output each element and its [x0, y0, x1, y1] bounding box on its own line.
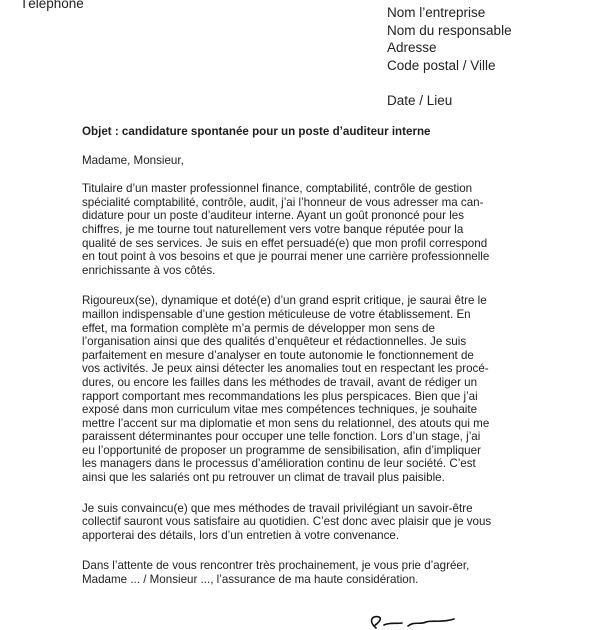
- paragraph-line: maillon indispensable d’une gestion méticuleuse de votre établissement. En: [82, 307, 471, 321]
- sender-block: [20, 0, 84, 12]
- paragraph-line: l’organisation ainsi que des qualités d’enquêteur et rédactionnelles. Je suis: [82, 335, 467, 349]
- paragraph-line: parfaitement en mesure d’analyser en toute autonomie le fonctionnement de: [82, 348, 474, 362]
- closing-line: Madame ... / Monsieur ..., l’assurance de ma haute considération.: [82, 573, 419, 587]
- letter-salutation: Madame, Monsieur,: [82, 153, 184, 167]
- recipient-postal-city: Code postal / Ville: [387, 57, 496, 73]
- paragraph-line: apporterai des détails, lors d’un entretien à votre convenance.: [82, 528, 400, 542]
- paragraph-intro: [82, 182, 510, 277]
- paragraph-line: Rigoureux(se), dynamique et doté(e) d’un grand esprit critique, je saurai être le: [82, 294, 487, 308]
- paragraph-line: en tout point à vos besoins et que je pourrai mener une carrière professionnelle: [82, 250, 490, 264]
- paragraph-line: les managers dans le processus d’amélioration continu de leur société. C’est: [82, 457, 476, 471]
- paragraph-line: Titulaire d’un master professionnel finance, comptabilité, contrôle de gestion: [82, 182, 473, 196]
- paragraph-line: rapport comportant mes recommandations les plus perspicaces. Bien que j’ai: [82, 389, 478, 403]
- paragraph-line: didature pour un poste d’auditeur interne. Ayant un goût prononcé pour les: [82, 209, 465, 223]
- paragraph-methods: [82, 502, 510, 543]
- letter-subject: Objet : candidature spontanée pour un poste d’auditeur interne: [82, 125, 431, 138]
- recipient-manager: Nom du responsable: [387, 22, 512, 38]
- closing-line: Dans l’attente de vous rencontrer très prochainement, je vous prie d’agréer,: [82, 559, 470, 573]
- paragraph-line: ainsi que les salariés ont pu retrouver un climat de travail plus paisible.: [82, 471, 445, 485]
- recipient-block: [387, 4, 512, 74]
- paragraph-line: enrichissante à vos côtés.: [82, 263, 216, 277]
- sender-phone-label: Téléphone: [20, 0, 84, 11]
- paragraph-closing: [82, 559, 510, 586]
- paragraph-line: chiffres, je me tourne tout naturellement vers votre banque réputée pour la: [82, 222, 464, 236]
- paragraph-line: collectif sauront vous satisfaire au quotidien. C’est donc avec plaisir que je vous: [82, 515, 492, 529]
- paragraph-line: exposé dans mon curriculum vitae mes compétences techniques, je souhaite: [82, 403, 478, 417]
- paragraph-line: paraissent déterminantes pour occuper une telle fonction. Lors d’un stage, j’ai: [82, 430, 481, 444]
- recipient-address: Adresse: [387, 40, 437, 56]
- paragraph-line: dures, ou encore les failles dans les méthodes de travail, avant de rédiger un: [82, 375, 478, 389]
- paragraph-line: mettre l’accent sur ma diplomatie et mon sens du relationnel, des atouts qui me: [82, 416, 490, 430]
- signature-mark: [362, 612, 472, 630]
- paragraph-line: eu l’opportunité de proposer un programme de sensibilisation, afin d’impliquer: [82, 443, 481, 457]
- paragraph-qualities: [82, 294, 510, 484]
- paragraph-line: qualité de ses services. Je suis en effet persuadé(e) que mon profil correspond: [82, 236, 488, 250]
- recipient-company: Nom l’entreprise: [387, 5, 486, 20]
- paragraph-line: spécialité comptabilité, contrôle, audit, j’ai l’honneur de vous adresser ma can-: [82, 195, 484, 209]
- date-place: Date / Lieu: [387, 93, 453, 108]
- paragraph-line: effet, ma formation complète m’a permis de développer mon sens de: [82, 321, 435, 335]
- letter-body: [82, 125, 510, 587]
- paragraph-line: vos activités. Je peux ainsi détecter les anomalies tout en respectant les procé-: [82, 362, 489, 376]
- paragraph-line: Je suis convaincu(e) que mes méthodes de travail privilégiant un savoir-être: [82, 501, 473, 515]
